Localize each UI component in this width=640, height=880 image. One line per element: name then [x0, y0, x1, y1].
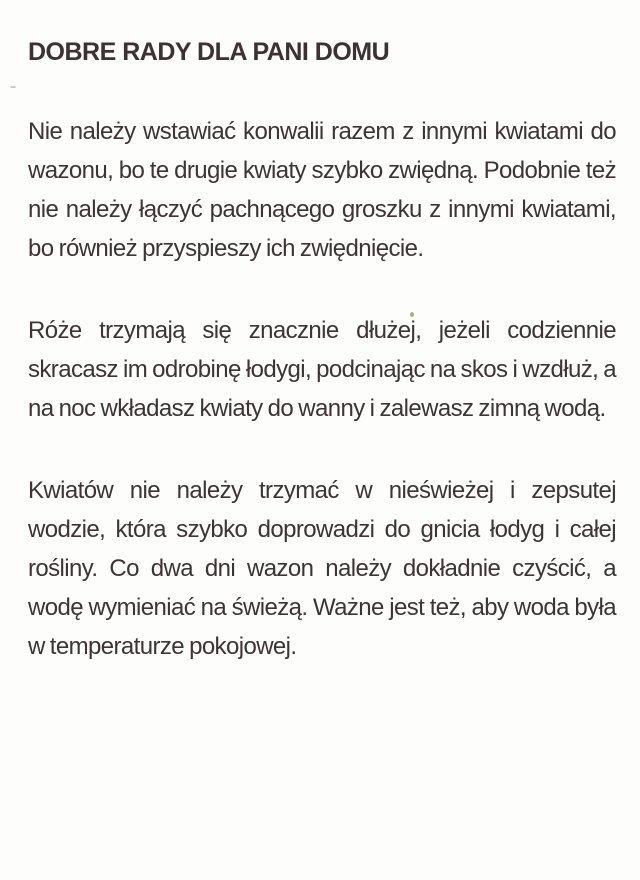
- paper-speck: [10, 86, 16, 88]
- document-title: DOBRE RADY DLA PANI DOMU: [28, 38, 390, 66]
- paragraph-roses: Róże trzymają się znacznie dłużej, jeżeli codziennie skracasz im odrobinę łodygi, podcinając na skos i wzdłuż, a na noc wkładasz kwiaty do wanny i zalewasz zimną wodą.: [28, 317, 616, 422]
- document-page: [28, 36, 616, 709]
- paragraph-water: Kwiatów nie należy trzymać w nieświeżej i zepsutej wodzie, która szybko doprowadzi do gnicia łodyg i całej rośliny. Co dwa dni wazon należy dokładnie czyścić, a wodę wymieniać na świeżą. Ważne jest też, aby woda była w temperaturze pokojowej.: [28, 477, 616, 660]
- paragraph-lily-of-the-valley: Nie należy wstawiać konwalii razem z innymi kwiatami do wazonu, bo te drugie kwiaty szybko zwiędną. Podobnie też nie należy łączyć pachnącego groszku z innymi kwiatami, bo również przyspieszy ich zwiędnięcie.: [28, 118, 616, 262]
- paper-speck: [410, 312, 414, 317]
